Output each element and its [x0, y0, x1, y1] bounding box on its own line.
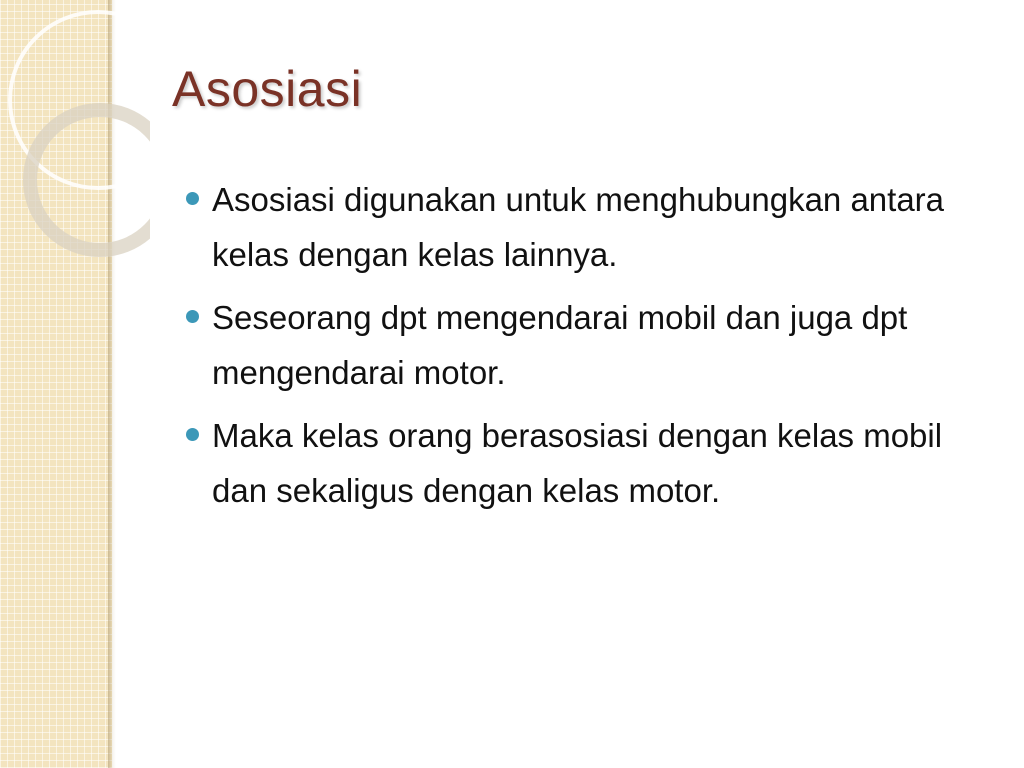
bullet-text: Asosiasi digunakan untuk menghubungkan antara kelas dengan kelas lainnya.: [212, 181, 945, 273]
bullet-item: [186, 290, 996, 400]
bullet-list: [186, 172, 996, 526]
bullet-text: Seseorang dpt mengendarai mobil dan juga dpt mengendarai motor.: [212, 299, 908, 391]
bullet-dot-icon: [186, 310, 199, 323]
bullet-item: [186, 408, 996, 518]
slide-title: Asosiasi: [172, 61, 363, 117]
bullet-dot-icon: [186, 428, 199, 441]
bullet-text: Maka kelas orang berasosiasi dengan kelas mobil dan sekaligus dengan kelas motor.: [212, 417, 943, 509]
decorative-rings: [0, 0, 150, 260]
bullet-dot-icon: [186, 192, 199, 205]
bullet-item: [186, 172, 996, 282]
